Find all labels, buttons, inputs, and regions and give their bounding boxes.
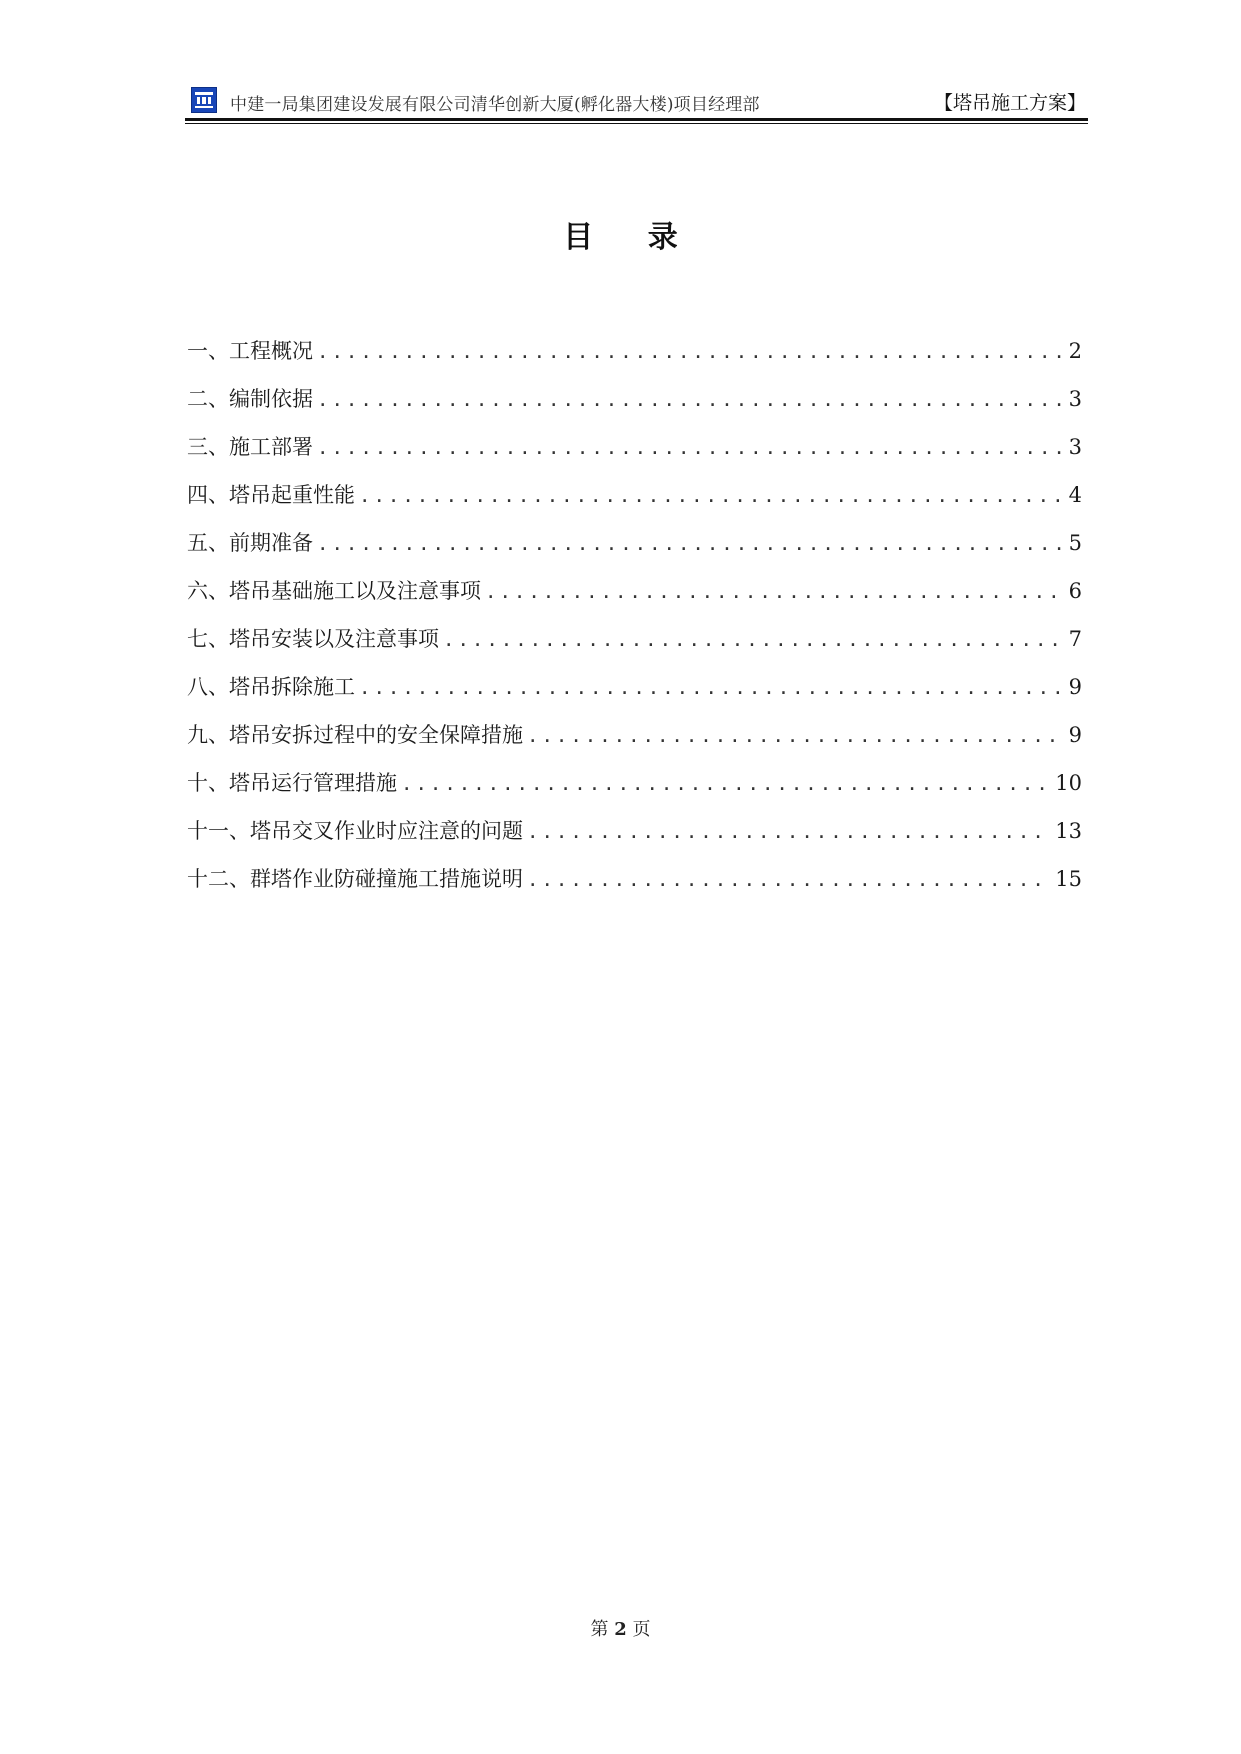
page-header [185, 86, 1086, 116]
header-company-name: 中建一局集团建设发展有限公司清华创新大厦(孵化器大楼)项目经理部 [230, 95, 760, 115]
toc-leader-dots [443, 629, 1065, 651]
toc-leader-dots [359, 485, 1065, 507]
toc-entry-label: 四、塔吊起重性能 [187, 483, 355, 507]
toc-entry-page: 4 [1068, 483, 1082, 507]
toc-leader-dots [317, 341, 1065, 363]
toc-entry[interactable] [187, 527, 1082, 575]
toc-entry[interactable] [187, 767, 1082, 815]
footer-suffix: 页 [632, 1619, 651, 1640]
toc-entry-label: 九、塔吊安拆过程中的安全保障措施 [187, 723, 523, 747]
toc-entry[interactable] [187, 815, 1082, 863]
toc-leader-dots [401, 773, 1051, 795]
toc-entry-page: 9 [1068, 723, 1082, 747]
toc-list [187, 335, 1082, 911]
toc-entry-label: 七、塔吊安装以及注意事项 [187, 627, 439, 651]
toc-leader-dots [527, 821, 1051, 843]
toc-leader-dots [359, 677, 1065, 699]
page-footer [0, 1615, 1241, 1641]
toc-entry-page: 6 [1068, 579, 1082, 603]
toc-entry-label: 五、前期准备 [187, 531, 313, 555]
toc-entry[interactable] [187, 719, 1082, 767]
toc-entry-page: 15 [1055, 867, 1082, 891]
toc-entry-label: 二、编制依据 [187, 387, 313, 411]
header-rule-thick [185, 118, 1088, 121]
toc-entry-label: 三、施工部署 [187, 435, 313, 459]
toc-entry-label: 六、塔吊基础施工以及注意事项 [187, 579, 481, 603]
toc-entry-page: 2 [1068, 339, 1082, 363]
toc-entry-page: 5 [1068, 531, 1082, 555]
toc-leader-dots [527, 869, 1051, 891]
toc-entry[interactable] [187, 335, 1082, 383]
toc-leader-dots [317, 533, 1065, 555]
toc-entry-label: 一、工程概况 [187, 339, 313, 363]
toc-title: 目 录 [563, 220, 700, 255]
footer-prefix: 第 [590, 1619, 609, 1640]
toc-leader-dots [485, 581, 1065, 603]
header-rule-thin [185, 123, 1088, 124]
toc-entry[interactable] [187, 479, 1082, 527]
toc-entry[interactable] [187, 431, 1082, 479]
toc-entry-label: 十二、群塔作业防碰撞施工措施说明 [187, 867, 523, 891]
toc-leader-dots [317, 389, 1065, 411]
toc-leader-dots [527, 725, 1065, 747]
toc-entry-label: 十一、塔吊交叉作业时应注意的问题 [187, 819, 523, 843]
toc-entry-page: 3 [1068, 387, 1082, 411]
footer-page-number: 2 [614, 1619, 627, 1640]
toc-entry-label: 八、塔吊拆除施工 [187, 675, 355, 699]
header-document-title: 【塔吊施工方案】 [933, 92, 1086, 114]
toc-entry-page: 7 [1068, 627, 1082, 651]
toc-entry[interactable] [187, 863, 1082, 911]
company-logo-icon [191, 87, 217, 113]
toc-entry-page: 13 [1055, 819, 1082, 843]
toc-entry-page: 9 [1068, 675, 1082, 699]
toc-entry-page: 10 [1055, 771, 1082, 795]
toc-entry-label: 十、塔吊运行管理措施 [187, 771, 397, 795]
toc-entry[interactable] [187, 671, 1082, 719]
toc-entry-page: 3 [1068, 435, 1082, 459]
toc-entry[interactable] [187, 623, 1082, 671]
toc-entry[interactable] [187, 575, 1082, 623]
toc-entry[interactable] [187, 383, 1082, 431]
toc-leader-dots [317, 437, 1065, 459]
